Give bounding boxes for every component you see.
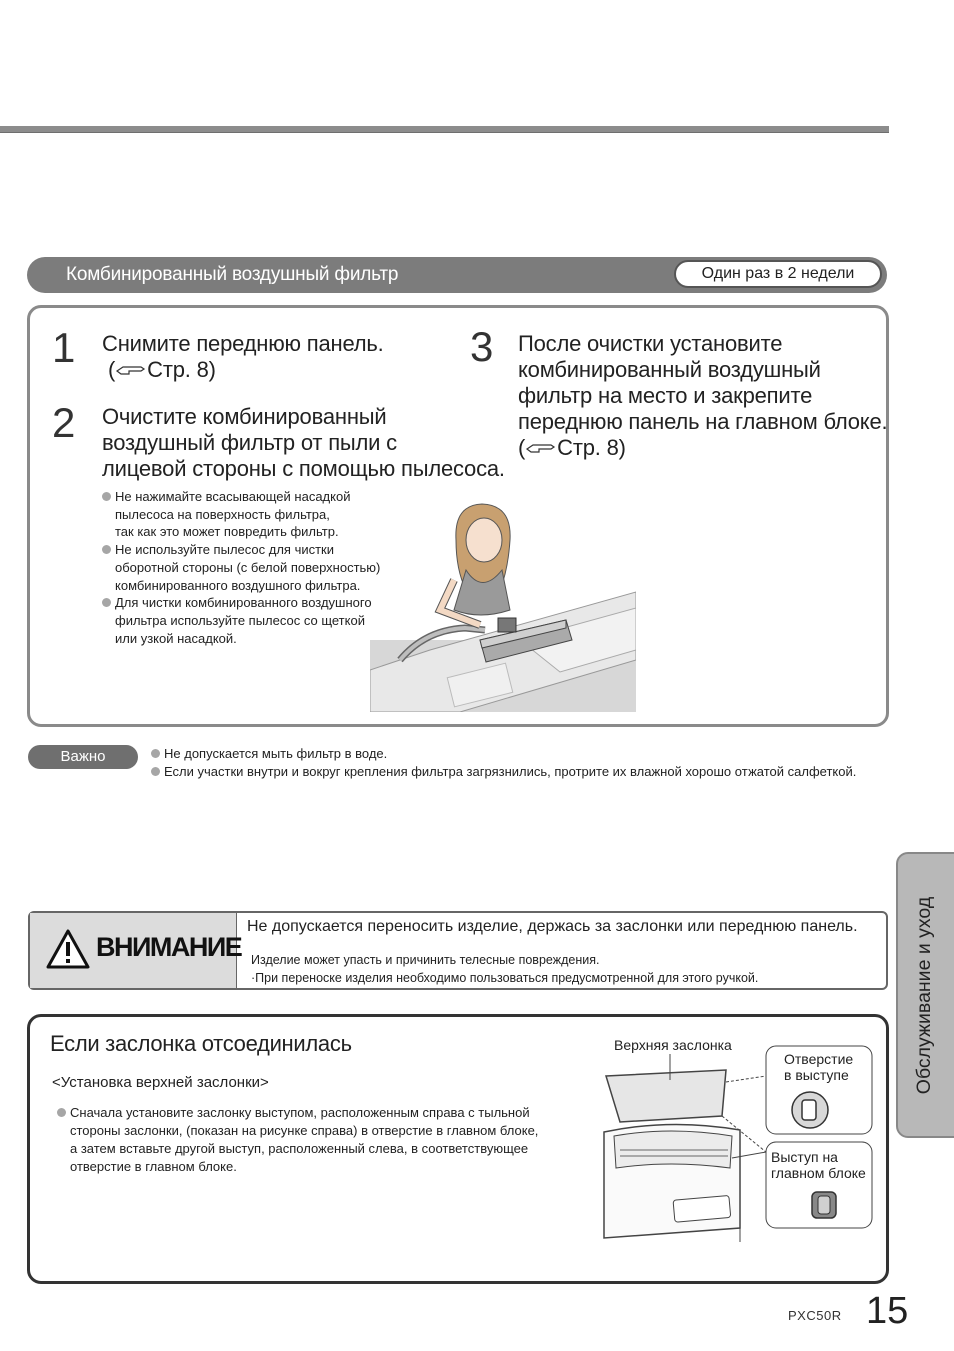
important-label: Важно <box>28 745 138 769</box>
hand-pointer-icon <box>525 436 557 452</box>
step-3-ref-text: Стр. 8 <box>557 435 619 460</box>
bullet-icon <box>151 749 160 758</box>
step-2-notes <box>102 488 402 647</box>
step-3-line: фильтр на место и закрепите <box>518 383 813 408</box>
step-3-line: После очистки установите <box>518 331 783 356</box>
important-item: Если участки внутри и вокруг крепления фильтра загрязнились, протрите их влажной хорошо отжатой салфеткой. <box>151 763 856 781</box>
label-hole-in-tab: Отверстие в выступе <box>784 1051 854 1083</box>
vacuum-cleaning-illustration <box>370 500 636 712</box>
detached-subtitle: <Установка верхней заслонки> <box>52 1074 269 1091</box>
caution-details <box>251 951 758 987</box>
important-list <box>151 745 856 781</box>
step-2-line: лицевой стороны с помощью пылесоса. <box>102 456 505 481</box>
label-tab-on-unit: Выступ на главном блоке <box>771 1149 866 1181</box>
detached-instructions <box>57 1104 567 1176</box>
step-2-line: Очистите комбинированный <box>102 404 387 429</box>
note-item: Не используйте пылесос для чистки оборотной стороны (с белой поверхностью) комбинированного воздушного фильтра. <box>102 541 402 594</box>
bullet-icon <box>102 545 111 554</box>
hand-pointer-icon <box>115 358 147 374</box>
note-item: Не нажимайте всасывающей насадкой пылесоса на поверхность фильтра, так как это может повредить фильтр. <box>102 488 402 541</box>
detached-title: Если заслонка отсоединилась <box>50 1031 352 1056</box>
step-2-line: воздушный фильтр от пыли с <box>102 430 397 455</box>
step-3-ref: ( Стр. 8) <box>518 435 626 460</box>
frequency-badge: Один раз в 2 недели <box>674 260 882 288</box>
step-3-line: комбинированный воздушный <box>518 357 821 382</box>
step-1-text <box>102 331 384 383</box>
step-3-number: 3 <box>470 323 494 370</box>
important-item: Не допускается мыть фильтр в воде. <box>151 745 856 763</box>
caution-detail: ·При переноске изделия необходимо пользоваться предусмотренной для этого ручкой. <box>251 971 759 985</box>
step-3-line: переднюю панель на главном блоке. <box>518 409 888 434</box>
page-number: 15 <box>866 1290 909 1332</box>
step-2-text <box>102 404 505 482</box>
bullet-icon <box>102 598 111 607</box>
top-rule <box>0 126 889 133</box>
caution-word: ВНИМАНИЕ <box>96 932 242 962</box>
note-item: Для чистки комбинированного воздушного фильтра используйте пылесос со щеткой или узкой насадкой. <box>102 594 402 647</box>
bullet-icon <box>57 1108 66 1117</box>
label-upper-shutter: Верхняя заслонка <box>614 1037 732 1053</box>
side-tab-label: Обслуживание и уход <box>913 896 936 1094</box>
step-1-line: Снимите переднюю панель. <box>102 331 384 356</box>
caution-main-text: Не допускается переносить изделие, держась за заслонки или переднюю панель. <box>247 918 858 935</box>
step-1-ref-text: Стр. 8 <box>147 357 209 382</box>
caution-detail: Изделие может упасть и причинить телесные повреждения. <box>251 953 600 967</box>
bullet-icon <box>102 492 111 501</box>
instruction-item: Сначала установите заслонку выступом, расположенным справа с тыльной стороны заслонки, (показан на рисунке справа) в отверстие в главном блоке, а затем вставьте другой выступ, расположенный слева, в соответствующее отверстие в главном блоке. <box>57 1104 567 1176</box>
step-3-text <box>518 331 887 461</box>
model-number: PXC50R <box>788 1308 842 1323</box>
bullet-icon <box>151 767 160 776</box>
step-1-number: 1 <box>52 324 76 371</box>
section-title: Комбинированный воздушный фильтр <box>66 264 399 285</box>
warning-triangle-icon <box>46 929 90 969</box>
step-1-ref: ( Стр. 8) <box>108 357 216 382</box>
step-2-number: 2 <box>52 399 76 446</box>
